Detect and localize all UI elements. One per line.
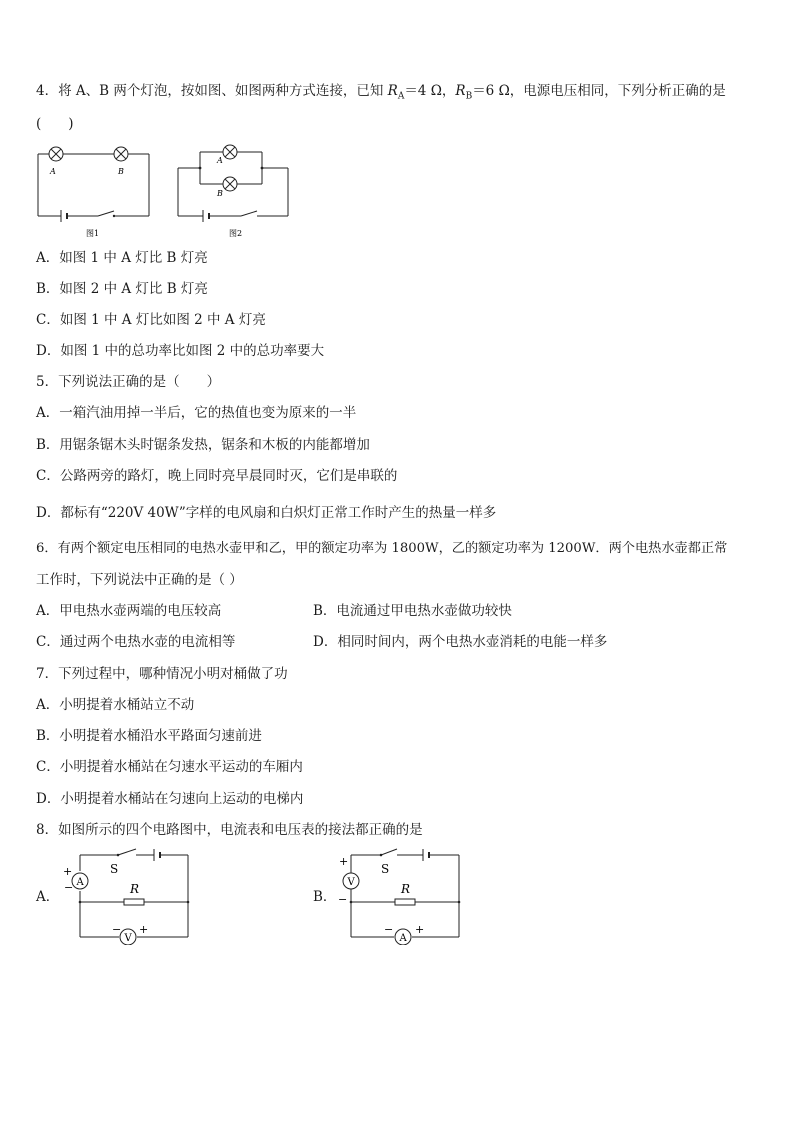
lamp-a-icon (49, 147, 63, 161)
q4-option-c: C．如图 1 中 A 灯比如图 2 中 A 灯亮 (36, 312, 266, 328)
q5-option-a: A．一箱汽油用掉一半后，它的热值也变为原来的一半 (36, 405, 357, 421)
voltmeter-icon (120, 929, 136, 945)
svg-text:+: + (339, 855, 349, 868)
battery-icon (423, 849, 429, 861)
fig2-label-a: A (217, 156, 223, 165)
ammeter-icon (395, 929, 411, 945)
q5-option-b: B．用锯条锯木头时锯条发热，锯条和木板的内能都增加 (36, 437, 370, 453)
q4-option-b: B．如图 2 中 A 灯比 B 灯亮 (36, 281, 208, 297)
q6-option-c: C．通过两个电热水壶的电流相等 (36, 634, 236, 650)
q5-option-c: C．公路两旁的路灯，晚上同时亮早晨同时灭，它们是串联的 (36, 468, 398, 484)
q4-option-d: D．如图 1 中的总功率比如图 2 中的总功率要大 (36, 343, 325, 359)
q6-stem-line2: 工作时，下列说法中正确的是（ ） (36, 572, 243, 588)
q4-figure-1 (34, 142, 154, 242)
svg-text:−: − (112, 923, 122, 936)
svg-text:+: + (139, 923, 149, 936)
q6-option-a: A．甲电热水壶两端的电压较高 (36, 603, 222, 619)
q5-option-d: D．都标有“220V 40W”字样的电风扇和白炽灯正常工作时产生的热量一样多 (36, 505, 497, 521)
fig2-label-b: B (217, 189, 223, 198)
q4-option-a: A．如图 1 中 A 灯比 B 灯亮 (36, 250, 208, 266)
fig2-caption: 图2 (229, 229, 243, 238)
svg-text:V: V (347, 877, 355, 888)
q7-option-d: D．小明提着水桶站在匀速向上运动的电梯内 (36, 791, 304, 807)
svg-text:A: A (399, 933, 407, 944)
fig1-caption: 图1 (86, 229, 100, 238)
resistor-label: R (401, 882, 411, 896)
q8-option-b-label: B． (313, 889, 337, 905)
q8-circuit-b (329, 845, 469, 945)
rb-symbol: R (455, 83, 466, 99)
svg-text:V: V (124, 933, 132, 944)
q6-option-d: D．相同时间内，两个电热水壶消耗的电能一样多 (313, 634, 608, 650)
lamp-a-icon (223, 145, 237, 159)
battery-icon (61, 210, 67, 222)
switch-label: S (381, 862, 390, 876)
lamp-b-icon (114, 147, 128, 161)
ammeter-icon (72, 873, 88, 889)
q4-stem: 4．将 A、B 两个灯泡，按如图、如图两种方式连接，已知 $R_A=4$ Ω，$R_B=6$ Ω，电源电压相同，下列分析正确的是 (36, 83, 726, 102)
q6-option-b: B．电流通过甲电热水壶做功较快 (313, 603, 512, 619)
q4-figure-2 (174, 142, 294, 242)
q7-option-a: A．小明提着水桶站立不动 (36, 697, 195, 713)
fig1-label-b: B (118, 167, 124, 176)
q4-paren: ( ) (36, 116, 74, 132)
q8-option-a-label: A． (36, 889, 60, 905)
battery-icon (154, 849, 160, 861)
svg-text:+: + (415, 923, 425, 936)
svg-text:+: + (63, 865, 73, 878)
q6-stem-line1: 6．有两个额定电压相同的电热水壶甲和乙，甲的额定功率为 1800W，乙的额定功率为 1200W．两个电热水壶都正常 (36, 541, 728, 556)
battery-icon (203, 210, 209, 222)
q8-circuit-a (58, 845, 198, 945)
lamp-b-icon (223, 177, 237, 191)
resistor-label: R (130, 882, 140, 896)
voltmeter-icon (343, 873, 359, 889)
q7-option-c: C．小明提着水桶站在匀速水平运动的车厢内 (36, 759, 303, 775)
svg-text:−: − (338, 893, 348, 906)
q7-option-b: B．小明提着水桶沿水平路面匀速前进 (36, 728, 262, 744)
svg-text:−: − (64, 881, 74, 894)
q8-stem: 8．如图所示的四个电路图中，电流表和电压表的接法都正确的是 (36, 822, 423, 838)
fig1-label-a: A (50, 167, 56, 176)
ra-symbol: R (387, 83, 398, 99)
q5-stem: 5．下列说法正确的是（ ） (36, 374, 221, 390)
switch-label: S (110, 862, 119, 876)
q7-stem: 7．下列过程中，哪种情况小明对桶做了功 (36, 666, 288, 682)
svg-text:A: A (76, 877, 84, 888)
svg-text:−: − (384, 923, 394, 936)
